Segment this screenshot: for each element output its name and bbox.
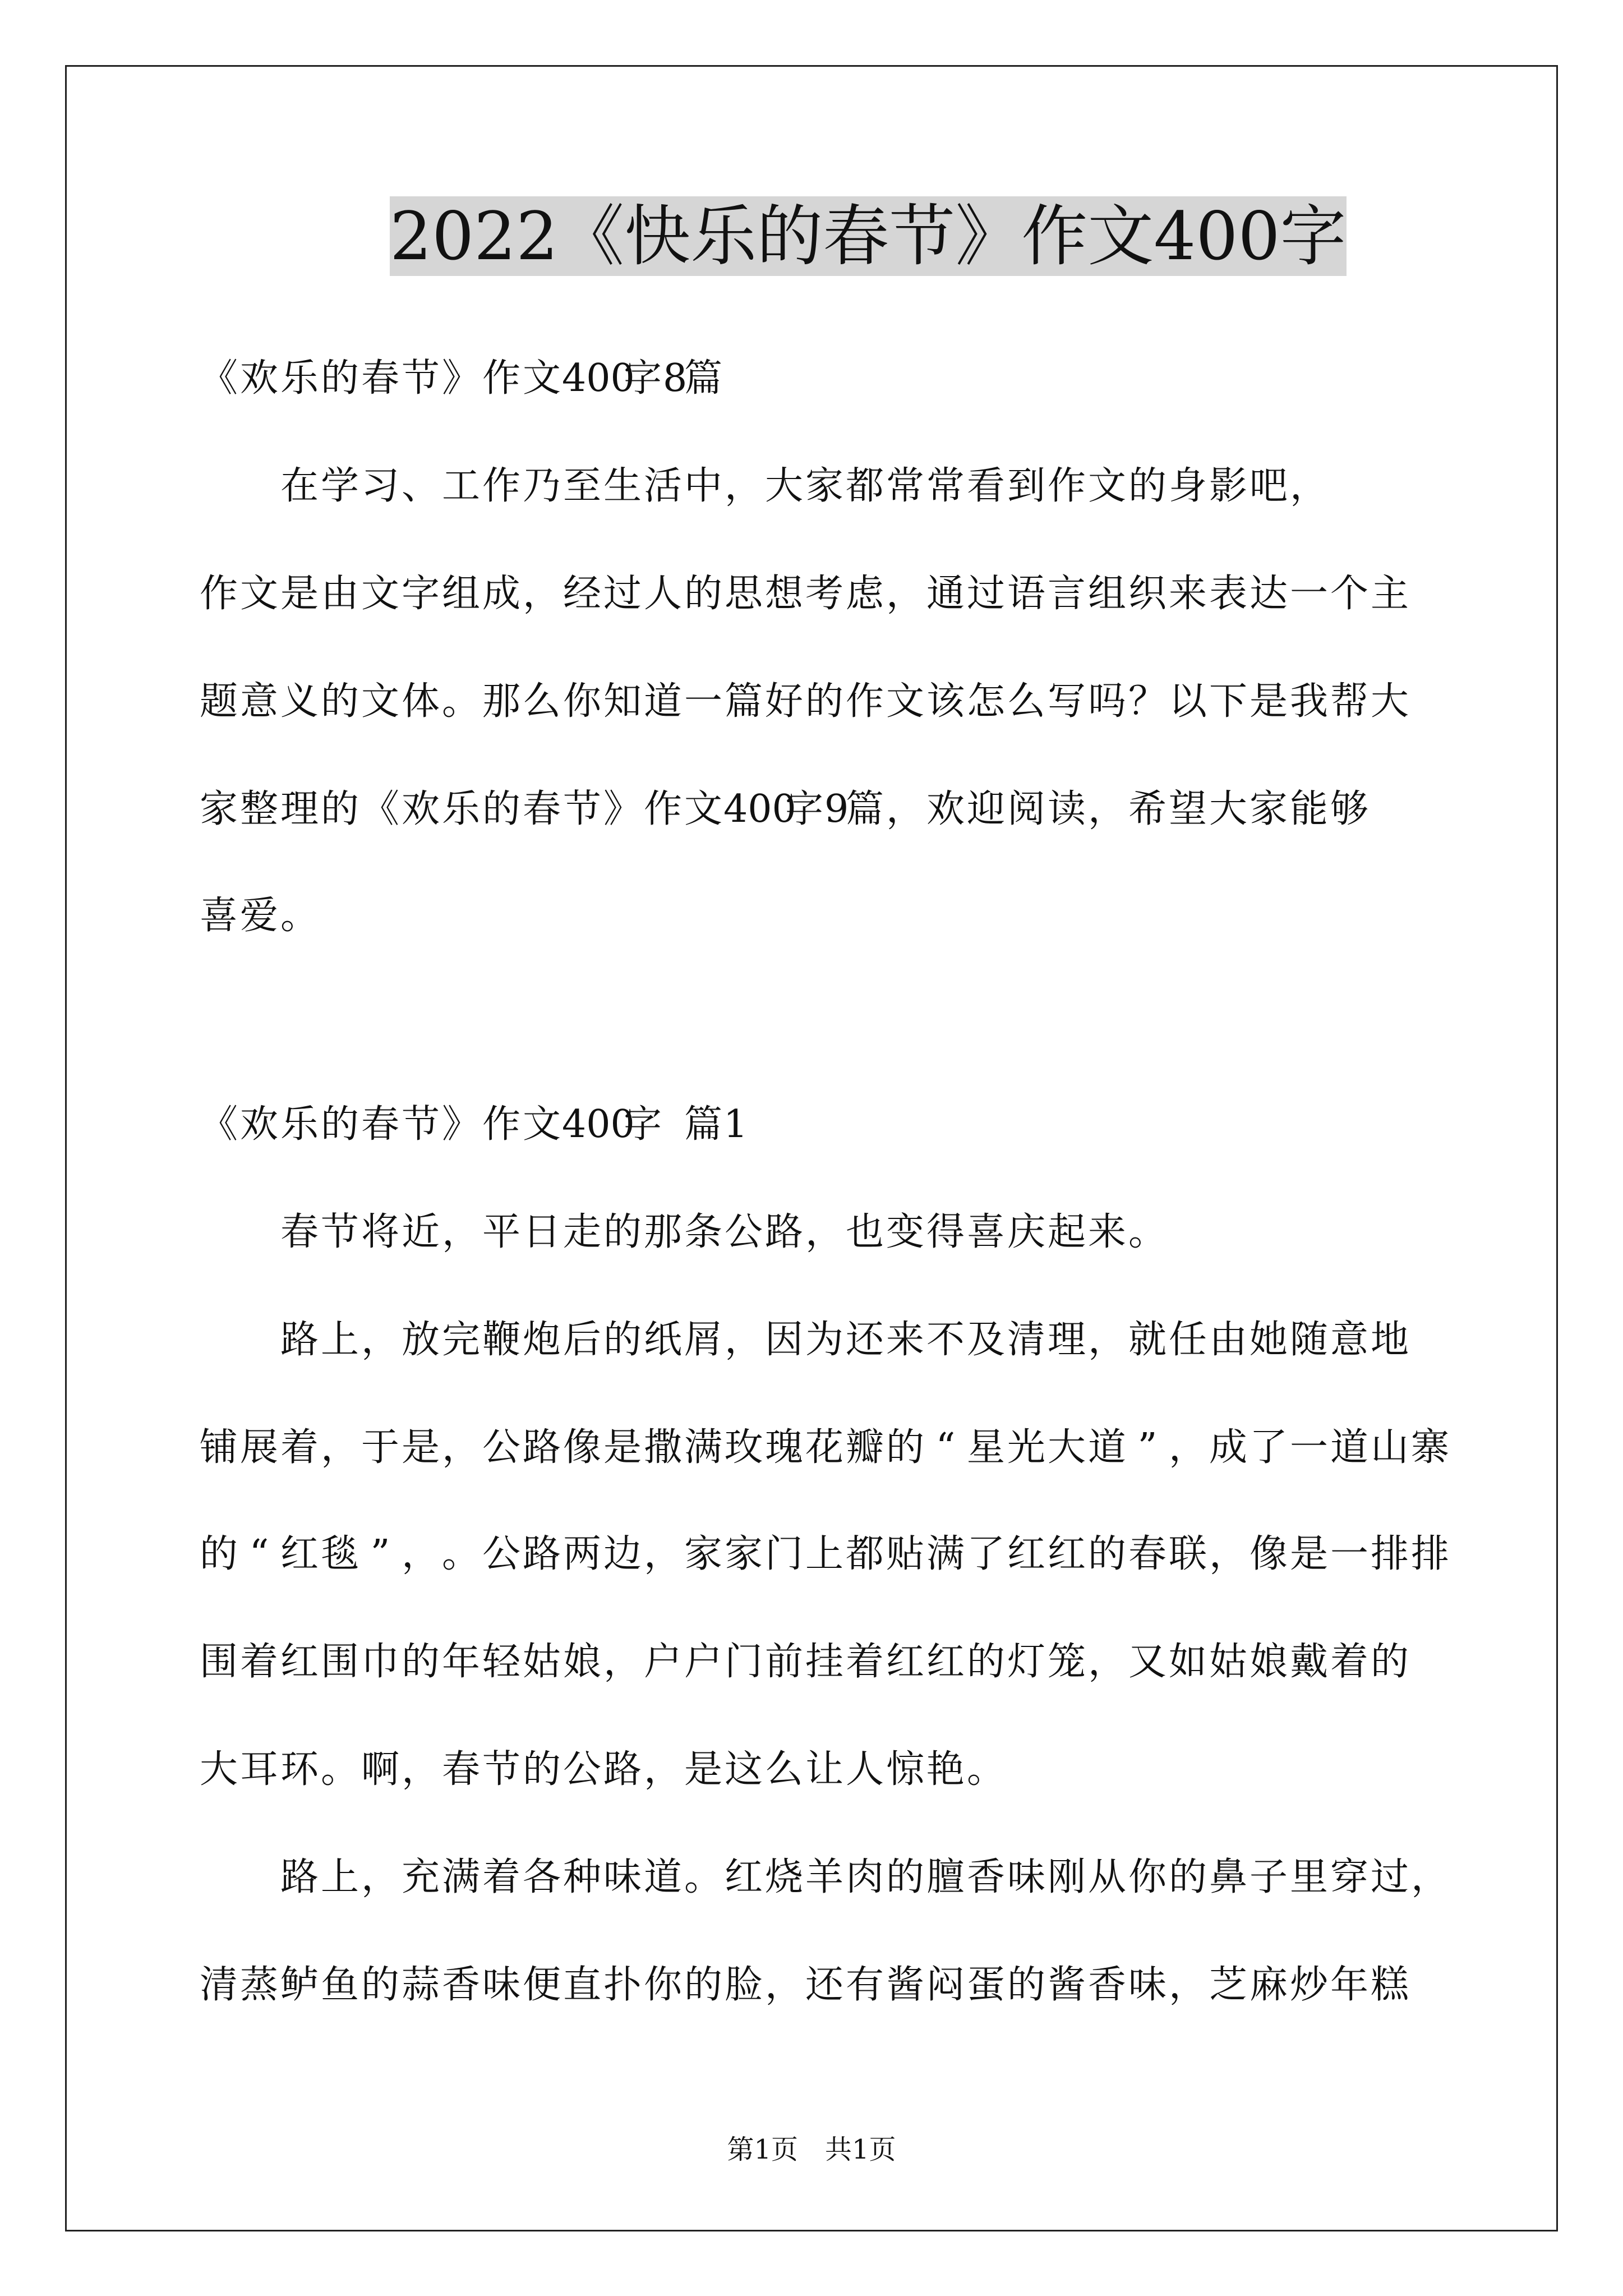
- body-line: 围着红围巾的年轻姑娘，户户门前挂着红红的灯笼，又如姑娘戴着的: [199, 1640, 1409, 1684]
- body-line: 春节将近，平日走的那条公路，也变得喜庆起来。: [280, 1210, 1166, 1254]
- page-footer: 第1页 共1页: [727, 2134, 896, 2165]
- subtitle-line: 《欢乐的春节》作文400字8篇: [199, 356, 722, 401]
- section-heading: 《欢乐的春节》作文400字 篇1: [199, 1102, 748, 1147]
- body-line: 路上，充满着各种味道。红烧羊肉的膻香味刚从你的鼻子里穿过，: [280, 1855, 1449, 1899]
- body-line: 大耳环。啊，春节的公路，是这么让人惊艳。: [199, 1747, 1005, 1792]
- body-line: 家整理的《欢乐的春节》作文400字9篇，欢迎阅读，希望大家能够: [199, 787, 1368, 831]
- body-line: 的 “ 红毯 ” ，。公路两边，家家门上都贴满了红红的春联，像是一排排: [199, 1532, 1449, 1576]
- body-line: 作文是由文字组成，经过人的思想考虑，通过语言组织来表达一个主: [199, 572, 1409, 616]
- body-line: 清蒸鲈鱼的蒜香味便直扑你的脸，还有酱闷蛋的酱香味，芝麻炒年糕: [199, 1963, 1409, 2007]
- body-line: 喜爱。: [199, 894, 319, 938]
- body-line: 路上，放完鞭炮后的纸屑，因为还来不及清理，就任由她随意地: [280, 1318, 1409, 1362]
- document-title: 2022《快乐的春节》作文400字: [390, 197, 1347, 275]
- body-line: 在学习、工作乃至生活中，大家都常常看到作文的身影吧，: [280, 464, 1328, 508]
- body-line: 铺展着，于是，公路像是撒满玫瑰花瓣的 “ 星光大道 ” ，成了一道山寨: [199, 1425, 1449, 1470]
- body-line: 题意义的文体。那么你知道一篇好的作文该怎么写吗？以下是我帮大: [199, 679, 1409, 724]
